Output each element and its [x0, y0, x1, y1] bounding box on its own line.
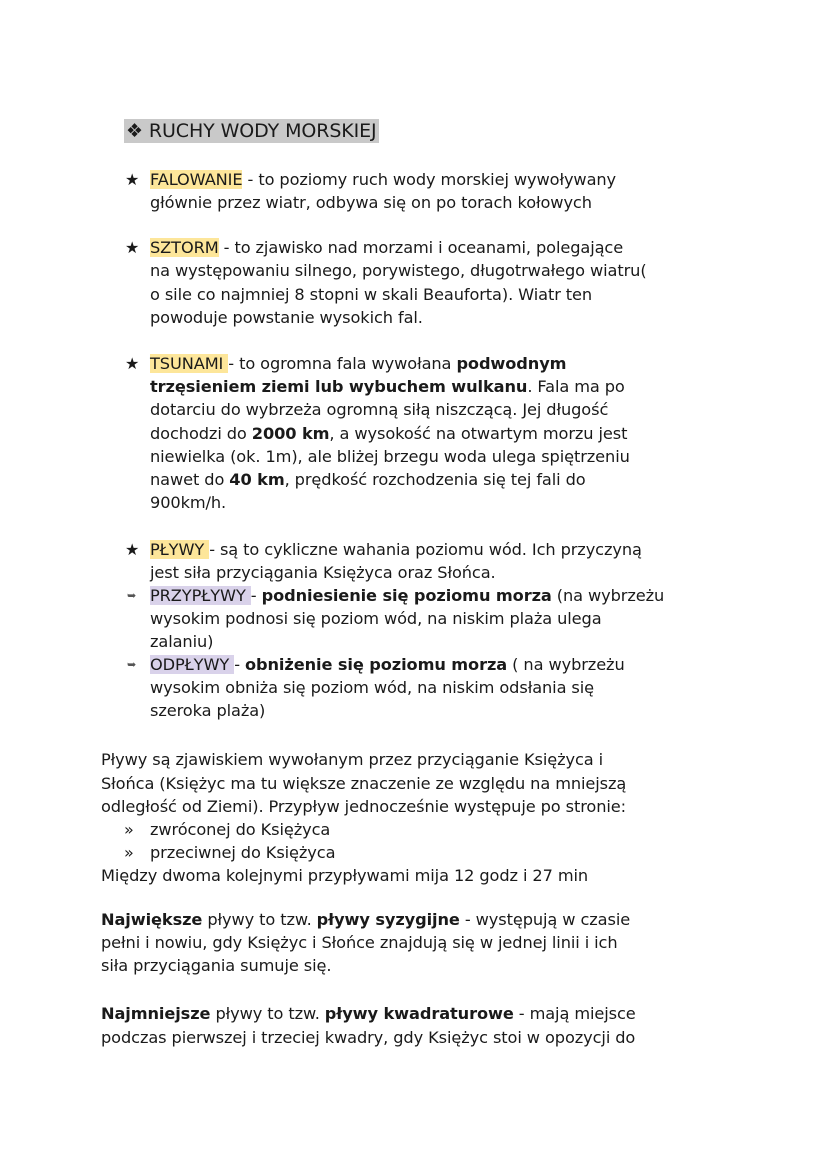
bold-text: podwodnym: [456, 354, 567, 373]
section-heading-text: RUCHY WODY MORSKIEJ: [148, 120, 377, 142]
text-segment: szeroka plaża): [150, 701, 266, 720]
text-segment: niewielka (ok. 1m), ale bliżej brzegu woda ulega spiętrzeniu: [150, 447, 630, 466]
text-line: [150, 308, 423, 328]
text-segment: nawet do: [150, 470, 230, 489]
text-segment: (na wybrzeżu: [551, 586, 665, 605]
arrow-bullet-icon: ➥: [127, 658, 137, 671]
text-segment: wysokim podnosi się poziom wód, na niskim plaża ulega: [150, 609, 602, 628]
star-bullet-icon: ★: [125, 238, 140, 257]
bold-text: podniesienie się poziomu morza: [261, 586, 552, 605]
text-line: [150, 354, 566, 374]
text-line: [150, 540, 642, 560]
text-line: [101, 750, 603, 770]
text-segment: -: [234, 655, 245, 674]
text-line: [150, 447, 630, 467]
text-segment: Słońca (Księżyc ma tu większe znaczenie ze względu na mniejszą: [101, 774, 627, 793]
bold-text: 2000 km: [251, 424, 330, 443]
text-segment: podczas pierwszej i trzeciej kwadry, gdy Księżyc stoi w opozycji do: [101, 1028, 636, 1047]
text-segment: , prędkość rozchodzenia się tej fali do: [284, 470, 586, 489]
text-segment: - to ogromna fala wywołana: [228, 354, 457, 373]
text-segment: na występowaniu silnego, porywistego, długotrwałego wiatru(: [150, 261, 647, 280]
text-segment: - występują w czasie: [459, 910, 631, 929]
text-line: [101, 1028, 635, 1048]
text-segment: ( na wybrzeżu: [507, 655, 625, 674]
bold-text: Najmniejsze: [101, 1004, 211, 1023]
text-line: [150, 377, 625, 397]
text-line: [101, 774, 626, 794]
text-line: [150, 493, 226, 513]
text-line: [101, 933, 618, 953]
text-segment: - są to cykliczne wahania poziomu wód. Ich przyczyną: [209, 540, 642, 559]
text-line: [150, 261, 647, 281]
text-line: [150, 400, 608, 420]
text-segment: zalaniu): [150, 632, 214, 651]
text-segment: - to zjawisko nad morzami i oceanami, polegające: [218, 238, 624, 257]
star-bullet-icon: ★: [125, 540, 140, 559]
bold-text: obniżenie się poziomu morza: [245, 655, 508, 674]
text-line: [101, 1004, 636, 1024]
text-line: [150, 563, 496, 583]
chevron-bullet-icon: »: [124, 843, 134, 862]
list-item: zwróconej do Księżyca: [150, 820, 331, 839]
highlighted-subterm: PRZYPŁYWY: [150, 586, 251, 605]
text-line: [150, 678, 594, 698]
text-line: [150, 609, 602, 629]
text-line: [150, 193, 592, 213]
text-line: [101, 866, 588, 886]
highlighted-term: SZTORM: [150, 238, 219, 257]
bold-text: pływy kwadraturowe: [324, 1004, 514, 1023]
text-segment: dochodzi do: [150, 424, 252, 443]
section-heading: [124, 119, 379, 143]
text-line: [101, 956, 331, 976]
chevron-bullet-icon: »: [124, 820, 134, 839]
text-segment: . Fala ma po: [527, 377, 625, 396]
text-segment: wysokim obniża się poziom wód, na niskim odsłania się: [150, 678, 595, 697]
text-segment: o sile co najmniej 8 stopni w skali Beauforta). Wiatr ten: [150, 285, 593, 304]
text-line: [150, 285, 592, 305]
text-segment: , a wysokość na otwartym morzu jest: [329, 424, 628, 443]
text-segment: pełni i nowiu, gdy Księżyc i Słońce znajdują się w jednej linii i ich: [101, 933, 618, 952]
text-line: [150, 701, 265, 721]
text-segment: siła przyciągania sumuje się.: [101, 956, 332, 975]
diamond-bullet-icon: ❖: [126, 120, 143, 142]
text-line: [150, 655, 625, 675]
text-segment: - to poziomy ruch wody morskiej wywoływany: [242, 170, 617, 189]
text-segment: pływy to tzw.: [210, 1004, 325, 1023]
bold-text: Największe: [101, 910, 203, 929]
text-segment: jest siła przyciągania Księżyca oraz Słońca.: [150, 563, 496, 582]
text-segment: 900km/h.: [150, 493, 227, 512]
highlighted-term: PŁYWY: [150, 540, 210, 559]
text-line: [150, 238, 623, 258]
text-segment: Pływy są zjawiskiem wywołanym przez przyciąganie Księżyca i: [101, 750, 604, 769]
bold-text: pływy syzygijne: [316, 910, 460, 929]
text-segment: głównie przez wiatr, odbywa się on po torach kołowych: [150, 193, 592, 212]
text-segment: powoduje powstanie wysokich fal.: [150, 308, 423, 327]
highlighted-term: FALOWANIE: [150, 170, 243, 189]
text-line: [150, 424, 627, 444]
text-line: [101, 797, 626, 817]
text-segment: dotarciu do wybrzeża ogromną siłą niszczącą. Jej długość: [150, 400, 609, 419]
text-line: [150, 586, 664, 606]
text-line: [150, 632, 213, 652]
bold-text: 40 km: [229, 470, 285, 489]
highlighted-subterm: ODPŁYWY: [150, 655, 235, 674]
text-segment: - mają miejsce: [513, 1004, 636, 1023]
star-bullet-icon: ★: [125, 170, 140, 189]
text-segment: -: [250, 586, 262, 605]
text-line: [150, 470, 586, 490]
text-segment: Między dwoma kolejnymi przypływami mija 12 godz i 27 min: [101, 866, 589, 885]
text-line: [150, 170, 616, 190]
bold-text: trzęsieniem ziemi lub wybuchem wulkanu: [150, 377, 528, 396]
highlighted-term: TSUNAMI: [150, 354, 229, 373]
text-segment: pływy to tzw.: [202, 910, 317, 929]
star-bullet-icon: ★: [125, 354, 140, 373]
text-segment: odległość od Ziemi). Przypływ jednocześnie występuje po stronie:: [101, 797, 627, 816]
text-line: [101, 910, 630, 930]
arrow-bullet-icon: ➥: [127, 589, 137, 602]
list-item: przeciwnej do Księżyca: [150, 843, 336, 862]
